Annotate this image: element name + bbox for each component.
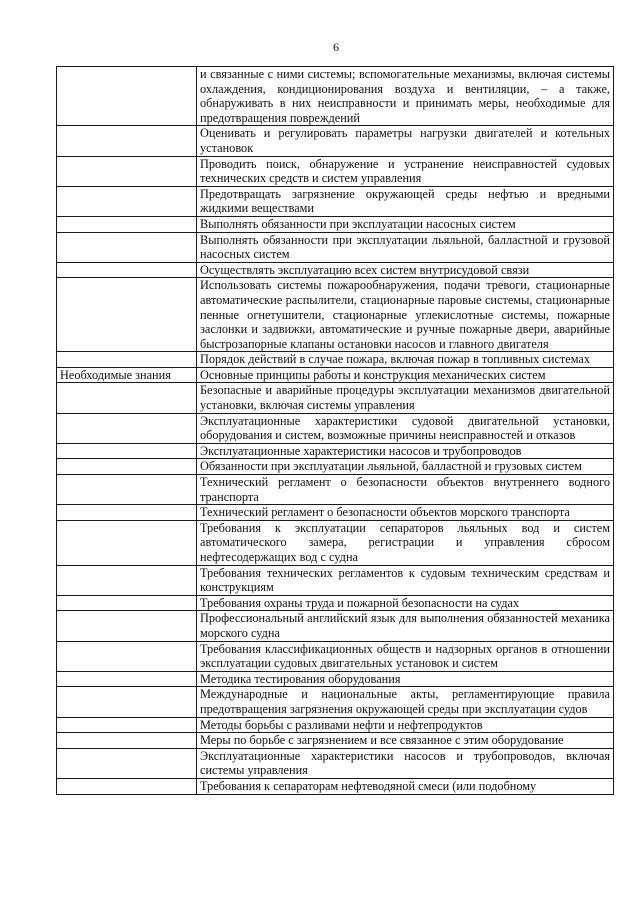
requirement-text: и связанные с ними системы; вспомогательные механизмы, включая системы охлаждения, кондиционирования воздуха и вентиляции, – а также, обнаруживать в них неисправности и принимать меры, необходимые для предотвращения повреждений	[197, 67, 614, 126]
requirement-text: Эксплуатационные характеристики насосов и трубопроводов, включая системы управления	[197, 748, 614, 778]
requirement-text: Порядок действий в случае пожара, включая пожар в топливных системах	[197, 352, 614, 368]
label-cell	[57, 671, 197, 687]
label-cell	[57, 778, 197, 794]
label-cell	[57, 186, 197, 216]
label-cell	[57, 262, 197, 278]
table-row	[57, 67, 614, 126]
table-row	[57, 459, 614, 475]
requirement-text: Проводить поиск, обнаружение и устранение неисправностей судовых технических средств и систем управления	[197, 156, 614, 186]
requirement-text: Оценивать и регулировать параметры нагрузки двигателей и котельных установок	[197, 126, 614, 156]
table-row	[57, 748, 614, 778]
table-row	[57, 216, 614, 232]
table-row	[57, 443, 614, 459]
requirement-text: Безопасные и аварийные процедуры эксплуатации механизмов двигательной установки, включая системы управления	[197, 383, 614, 413]
table-row	[57, 778, 614, 794]
table-row	[57, 611, 614, 641]
table-row	[57, 413, 614, 443]
label-cell	[57, 717, 197, 733]
label-cell	[57, 641, 197, 671]
table-row	[57, 717, 614, 733]
table-row	[57, 475, 614, 505]
table-row	[57, 520, 614, 565]
label-cell	[57, 367, 197, 383]
table-row	[57, 733, 614, 749]
requirement-text: Технический регламент о безопасности объектов внутреннего водного транспорта	[197, 475, 614, 505]
table-row	[57, 383, 614, 413]
requirement-text: Международные и национальные акты, регламентирующие правила предотвращения загрязнения окружающей среды при эксплуатации судов	[197, 687, 614, 717]
requirements-table	[56, 66, 614, 795]
label-cell	[57, 748, 197, 778]
label-cell	[57, 216, 197, 232]
requirement-text: Использовать системы пожарообнаружения, подачи тревоги, стационарные автоматические распылители, стационарные паровые системы, стационарные пенные огнетушители, стационарные углекислотные системы, пожарные заслонки и задвижки, автоматические и ручные пожарные двери, аварийные быстрозапорные клапаны остановки насосов и главного двигателя	[197, 278, 614, 352]
table-row	[57, 367, 614, 383]
label-cell	[57, 413, 197, 443]
requirement-text: Осуществлять эксплуатацию всех систем внутрисудовой связи	[197, 262, 614, 278]
table-row	[57, 126, 614, 156]
table-row	[57, 671, 614, 687]
label-cell	[57, 352, 197, 368]
table-row	[57, 641, 614, 671]
label-cell	[57, 611, 197, 641]
requirement-text: Предотвращать загрязнение окружающей среды нефтью и вредными жидкими веществами	[197, 186, 614, 216]
table-row	[57, 595, 614, 611]
label-cell	[57, 520, 197, 565]
requirement-text: Профессиональный английский язык для выполнения обязанностей механика морского судна	[197, 611, 614, 641]
requirement-text: Выполнять обязанности при эксплуатации льяльной, балластной и грузовой насосных систем	[197, 232, 614, 262]
row-label: Необходимые знания	[60, 367, 171, 382]
label-cell	[57, 459, 197, 475]
table-row	[57, 186, 614, 216]
label-cell	[57, 278, 197, 352]
requirement-text: Требования классификационных обществ и надзорных органов в отношении эксплуатации судовых двигательных установок и систем	[197, 641, 614, 671]
label-cell	[57, 565, 197, 595]
requirement-text: Требования к сепараторам нефтеводяной смеси (или подобному	[197, 778, 614, 794]
label-cell	[57, 475, 197, 505]
label-cell	[57, 67, 197, 126]
label-cell	[57, 383, 197, 413]
label-cell	[57, 232, 197, 262]
label-cell	[57, 595, 197, 611]
requirement-text: Основные принципы работы и конструкция механических систем	[197, 367, 614, 383]
label-cell	[57, 687, 197, 717]
table-row	[57, 352, 614, 368]
table-row	[57, 565, 614, 595]
requirement-text: Методы борьбы с разливами нефти и нефтепродуктов	[197, 717, 614, 733]
table-row	[57, 505, 614, 521]
table-row	[57, 262, 614, 278]
requirement-text: Выполнять обязанности при эксплуатации насосных систем	[197, 216, 614, 232]
requirement-text: Эксплуатационные характеристики насосов и трубопроводов	[197, 443, 614, 459]
label-cell	[57, 156, 197, 186]
requirement-text: Требования охраны труда и пожарной безопасности на судах	[197, 595, 614, 611]
requirement-text: Методика тестирования оборудования	[197, 671, 614, 687]
label-cell	[57, 443, 197, 459]
label-cell	[57, 733, 197, 749]
requirement-text: Технический регламент о безопасности объектов морского транспорта	[197, 505, 614, 521]
table-row	[57, 156, 614, 186]
requirement-text: Требования к эксплуатации сепараторов льяльных вод и систем автоматического замера, регистрации и управления сбросом нефтесодержащих вод с судна	[197, 520, 614, 565]
label-cell	[57, 126, 197, 156]
table-row	[57, 687, 614, 717]
requirement-text: Эксплуатационные характеристики судовой двигательной установки, оборудования и систем, возможные причины неисправностей и отказов	[197, 413, 614, 443]
table-row	[57, 232, 614, 262]
requirement-text: Обязанности при эксплуатации льяльной, балластной и грузовых систем	[197, 459, 614, 475]
label-cell	[57, 505, 197, 521]
requirements-table-body	[57, 67, 614, 795]
requirement-text: Меры по борьбе с загрязнением и все связанное с этим оборудование	[197, 733, 614, 749]
requirement-text: Требования технических регламентов к судовым техническим средствам и конструкциям	[197, 565, 614, 595]
table-row	[57, 278, 614, 352]
page-number: 6	[333, 40, 339, 54]
